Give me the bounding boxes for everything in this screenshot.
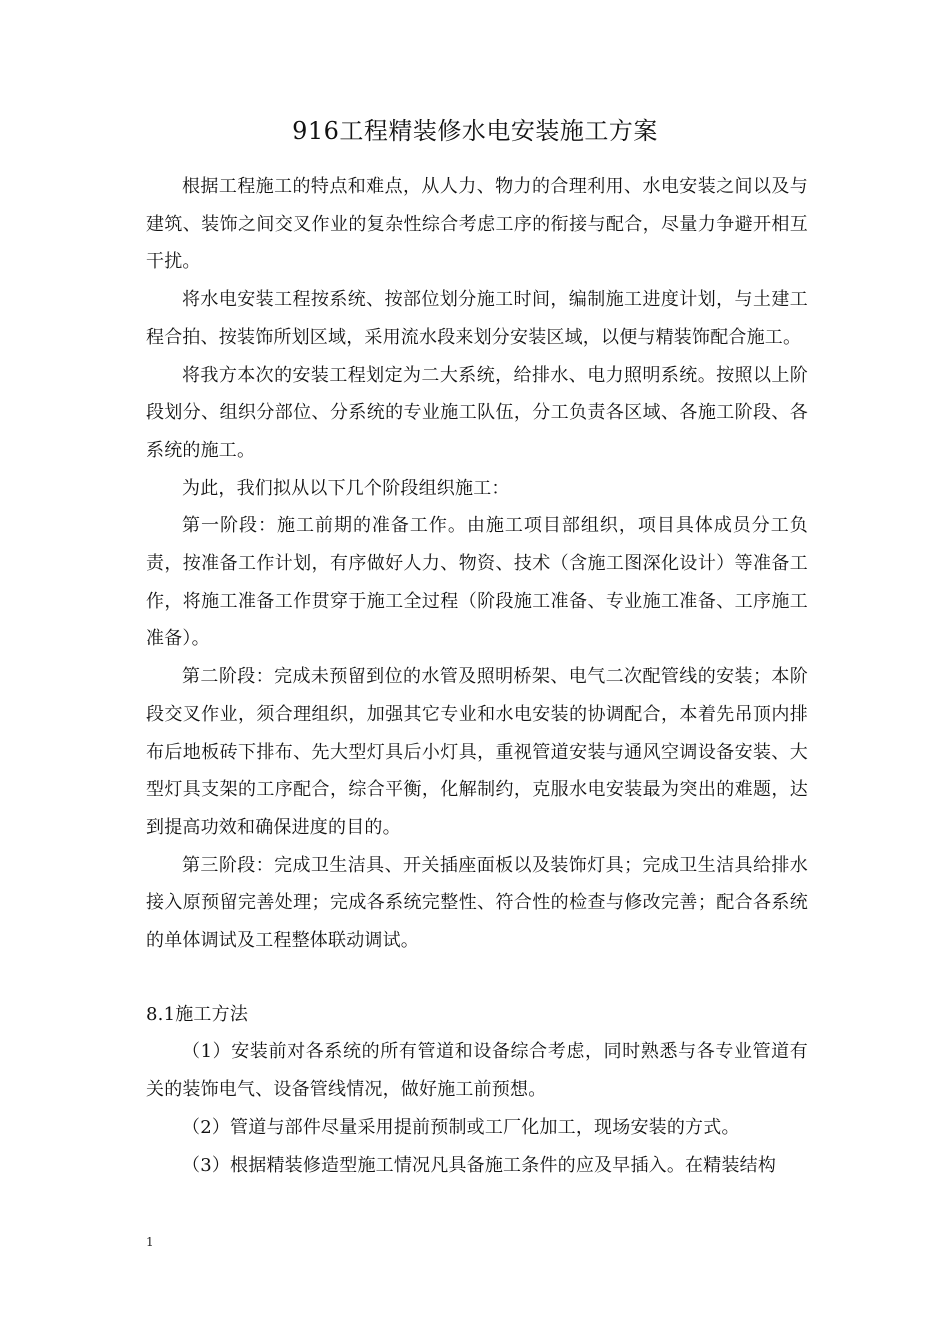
document-title: 916工程精装修水电安装施工方案 <box>292 117 658 145</box>
paragraph-systems: 将我方本次的安装工程划定为二大系统，给排水、电力照明系统。按照以上阶段划分、组织分部位、分系统的专业施工队伍，分工负责各区域、各施工阶段、各系统的施工。 <box>146 364 808 461</box>
page-number: 1 <box>146 1235 154 1249</box>
method-item-3: （3）根据精装修造型施工情况凡具备施工条件的应及早插入。在精装结构 <box>182 1154 777 1176</box>
paragraph-division: 将水电安装工程按系统、按部位划分施工时间，编制施工进度计划，与土建工程合拍、按装饰所划区域，采用流水段来划分安装区域，以便与精装饰配合施工。 <box>146 289 808 348</box>
section-heading: 8.1施工方法 <box>146 1003 249 1025</box>
method-item-2: （2）管道与部件尽量采用提前预制或工厂化加工，现场安装的方式。 <box>182 1116 740 1138</box>
paragraph-intro: 根据工程施工的特点和难点，从人力、物力的合理利用、水电安装之间以及与建筑、装饰之间交叉作业的复杂性综合考虑工序的衔接与配合，尽量力争避开相互干扰。 <box>146 176 808 273</box>
paragraph-stage-three: 第三阶段：完成卫生洁具、开关插座面板以及装饰灯具；完成卫生洁具给排水接入原预留完善处理；完成各系统完整性、符合性的检查与修改完善；配合各系统的单体调试及工程整体联动调试。 <box>146 854 808 952</box>
document-body <box>146 168 808 1184</box>
paragraph-stage-one: 第一阶段：施工前期的准备工作。由施工项目部组织，项目具体成员分工负责，按准备工作计划，有序做好人力、物资、技术（含施工图深化设计）等准备工作，将施工准备工作贯穿于施工全过程（阶段施工准备、专业施工准备、工序施工准备）。 <box>146 515 808 650</box>
paragraph-stages-intro: 为此，我们拟从以下几个阶段组织施工： <box>182 477 510 499</box>
paragraph-stage-two: 第二阶段：完成未预留到位的水管及照明桥架、电气二次配管线的安装；本阶段交叉作业，须合理组织，加强其它专业和水电安装的协调配合，本着先吊顶内排布后地板砖下排布、先大型灯具后小灯具，重视管道安装与通风空调设备安装、大型灯具支架的工序配合，综合平衡，化解制约，克服水电安装最为突出的难题，达到提高功效和确保进度的目的。 <box>146 666 808 838</box>
method-item-1: （1）安装前对各系统的所有管道和设备综合考虑，同时熟悉与各专业管道有关的装饰电气、设备管线情况，做好施工前预想。 <box>146 1041 808 1101</box>
